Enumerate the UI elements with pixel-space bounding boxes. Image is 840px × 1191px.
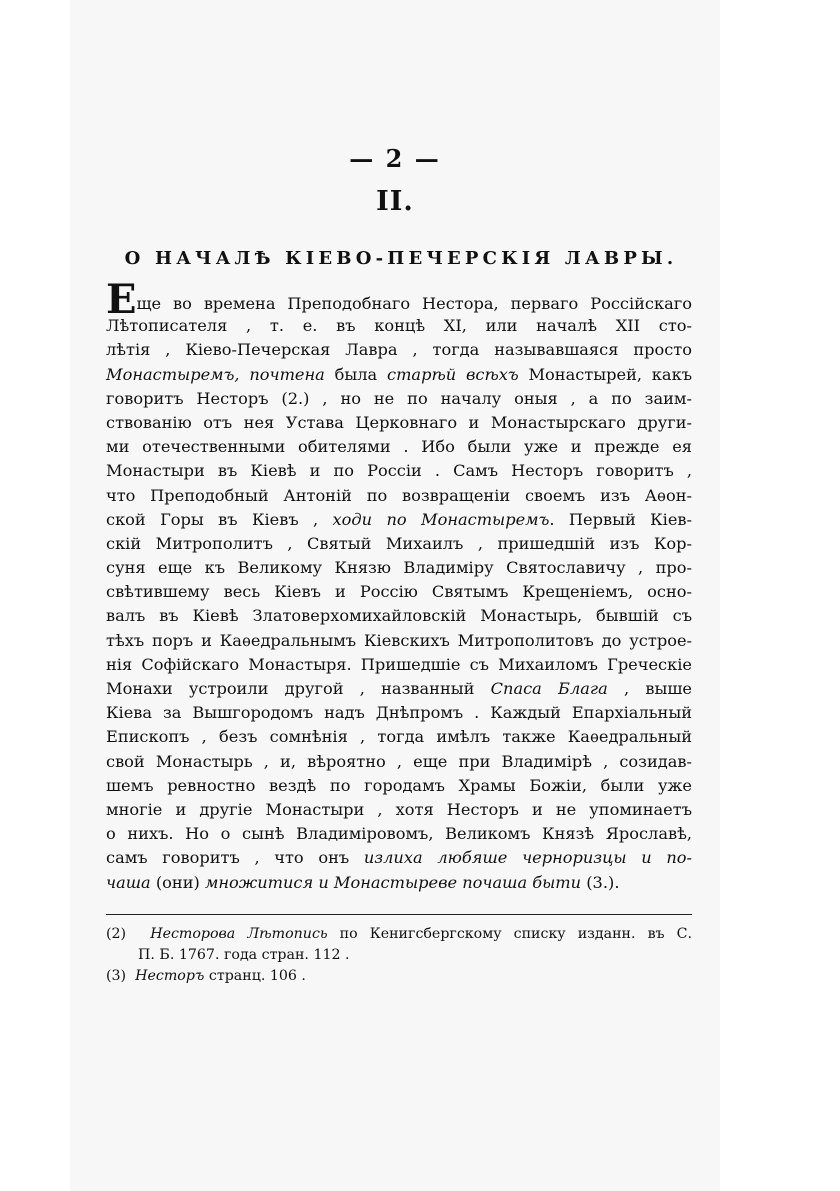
text-line: нія Софійскаго Монастыря. Пришедшіе съ Михаиломъ Греческіе: [106, 654, 692, 674]
text-line: скій Митрополитъ , Святый Михаилъ , пришедшій изъ Кор-: [106, 533, 692, 553]
text-line: Еще во времена Преподобнаго Нестора, перваго Россійскаго: [106, 276, 692, 323]
text-line: Монастыри въ Кіевѣ и по Россіи . Самъ Несторъ говоритъ ,: [106, 461, 692, 481]
text-line: Монахи устроили другой , названный Спаса Блага , выше: [106, 679, 692, 698]
text-line: тѣхъ поръ и Каѳедральнымъ Кіевскихъ Митрополитовъ до устрое-: [106, 630, 692, 650]
text-line: ствованію отъ нея Устава Церковнаго и Монастырскаго други-: [106, 412, 692, 432]
footnote: (3) Несторъ странц. 106 .: [106, 968, 306, 984]
text-line: Монастыремъ, почтена была старѣй всѣхъ Монастырей, какъ: [106, 364, 692, 384]
text-line: свой Монастырь , и, вѣроятно , еще при Владимірѣ , созидав-: [106, 751, 692, 771]
section-numeral: II.: [376, 186, 414, 217]
text-line: ской Горы въ Кіевъ , ходи по Монастыремъ. Первый Кіев-: [106, 509, 692, 529]
body-text: [106, 276, 692, 895]
text-line: самъ говоритъ , что онъ излиха любяше черноризцы и по-: [106, 848, 692, 868]
text-line: лѣтія , Кіево-Печерская Лавра , тогда называвшаяся просто: [106, 340, 692, 360]
text-line: многіе и другіе Монастыри , хотя Несторъ и не упоминаетъ: [106, 799, 692, 819]
page-number: — 2 —: [349, 144, 441, 173]
document-page: [70, 0, 720, 1191]
text-line: что Преподобный Антоній по возвращеніи своемъ изъ Аѳон-: [106, 485, 692, 505]
text-line: Лѣтописателя , т. е. въ концѣ XI, или началѣ XII сто-: [106, 316, 692, 336]
drop-cap: Е: [106, 276, 137, 323]
text-line: Епископъ , безъ сомнѣнія , тогда имѣлъ также Каѳедральный: [106, 727, 692, 747]
text-line: шемъ ревностно вездѣ по городамъ Храмы Божіи, были уже: [106, 775, 692, 795]
footnotes: [106, 924, 692, 987]
text-line: свѣтившему весь Кіевъ и Россію Святымъ Крещеніемъ, осно-: [106, 582, 692, 602]
text-line: говоритъ Несторъ (2.) , но не по началу оныя , а по заим-: [106, 388, 692, 408]
text-line: о нихъ. Но о сынѣ Владиміровомъ, Великомъ Князѣ Ярославѣ,: [106, 824, 692, 844]
chapter-heading: О НАЧАЛѢ КІЕВО-ПЕЧЕРСКІЯ ЛАВРЫ.: [124, 248, 678, 269]
footnote-divider: [106, 914, 692, 915]
text-line: ми отечественными обителями . Ибо были уже и прежде ея: [106, 437, 692, 457]
text-line: Кіева за Вышгородомъ надъ Днѣпромъ . Каждый Епархіальный: [106, 703, 692, 723]
text-line: чаша (они) множитися и Монастыреве почаша быти (3.).: [106, 872, 620, 892]
text-line: валъ въ Кіевѣ Златоверхомихайловскій Монастырь, бывшій съ: [106, 606, 692, 626]
footnote: (2) Несторова Лѣтопись по Кенигсбергскому списку изданн. въ С.: [106, 926, 692, 942]
text-line: суня еще къ Великому Князю Владиміру Святославичу , про-: [106, 558, 692, 578]
footnote-continuation: П. Б. 1767. года стран. 112 .: [138, 947, 350, 963]
